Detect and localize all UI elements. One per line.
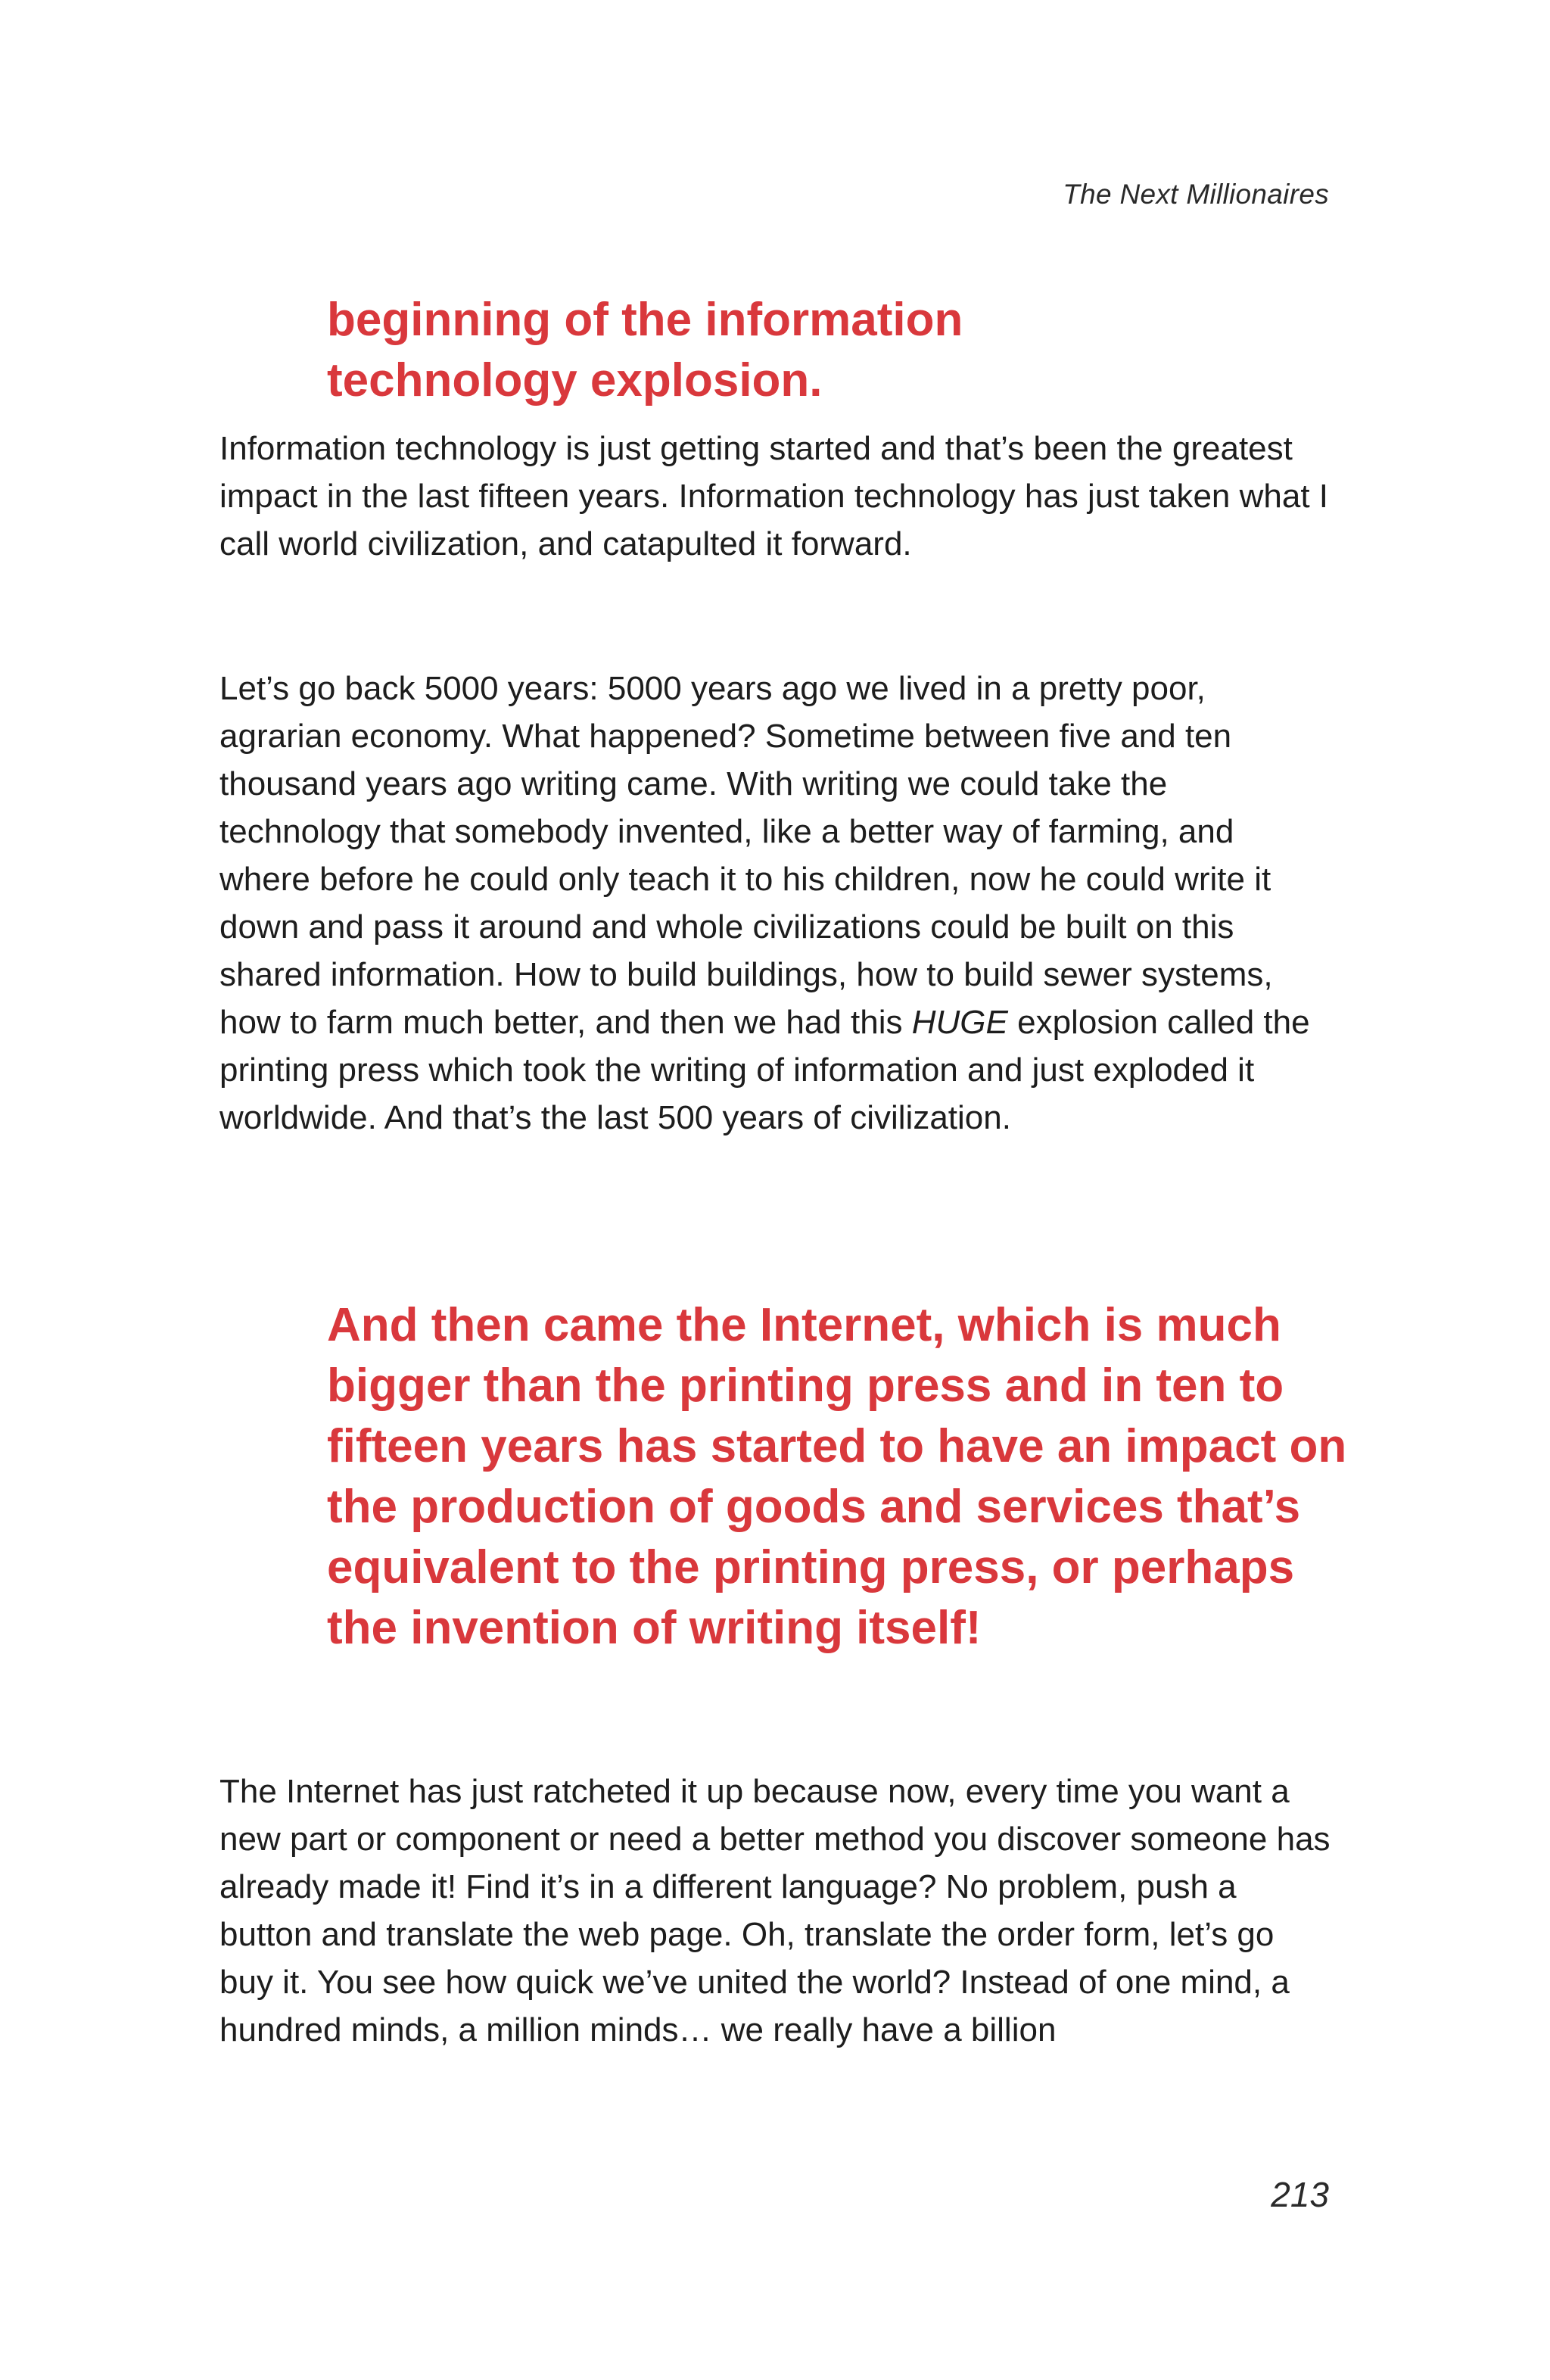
pullquote-top: beginning of the information technology explosion. xyxy=(327,294,963,407)
body-paragraph-2-start: Let’s go back 5000 years: 5000 years ago we lived in a pretty poor, agrarian economy. What happened? Sometime between five and ten thousand years ago writing came. With writing we could take the technology that somebody invented, like a better way of farming, and where before he could only teach it to his children, now he could write it down and pass it around and whole civilizations could be built on this shared information. How to build buildings, how to build sewer systems, how to farm much better, and then we had this xyxy=(219,670,1273,1041)
body-paragraph-2-end: explosion called the printing press which took the writing of information and just exploded it worldwide. And that’s the last 500 years of civilization. xyxy=(219,1004,1310,1136)
body-paragraph-2 xyxy=(219,665,1332,1142)
emphasis-huge: HUGE xyxy=(911,1004,1008,1041)
body-paragraph-1: Information technology is just getting started and that’s been the greatest impact in the last fifteen years. Information technology has just taken what I call world civilization, and catapulted it forward. xyxy=(219,430,1328,562)
pullquote-internet: And then came the Internet, which is much bigger than the printing press and in ten to fifteen years has started to have an impact on the production of goods and services that’s equivalent to the printing press, or perhaps the invention of writing itself! xyxy=(327,1299,1347,1654)
page-number: 213 xyxy=(1271,2175,1329,2214)
running-header-title: The Next Millionaires xyxy=(1063,179,1329,210)
body-paragraph-3: The Internet has just ratcheted it up because now, every time you want a new part or component or need a better method you discover someone has already made it! Find it’s in a different language? No problem, push a button and translate the web page. Oh, translate the order form, let’s go buy it. You see how quick we’ve united the world? Instead of one mind, a hundred minds, a million minds… we really have a billion xyxy=(219,1773,1331,2048)
